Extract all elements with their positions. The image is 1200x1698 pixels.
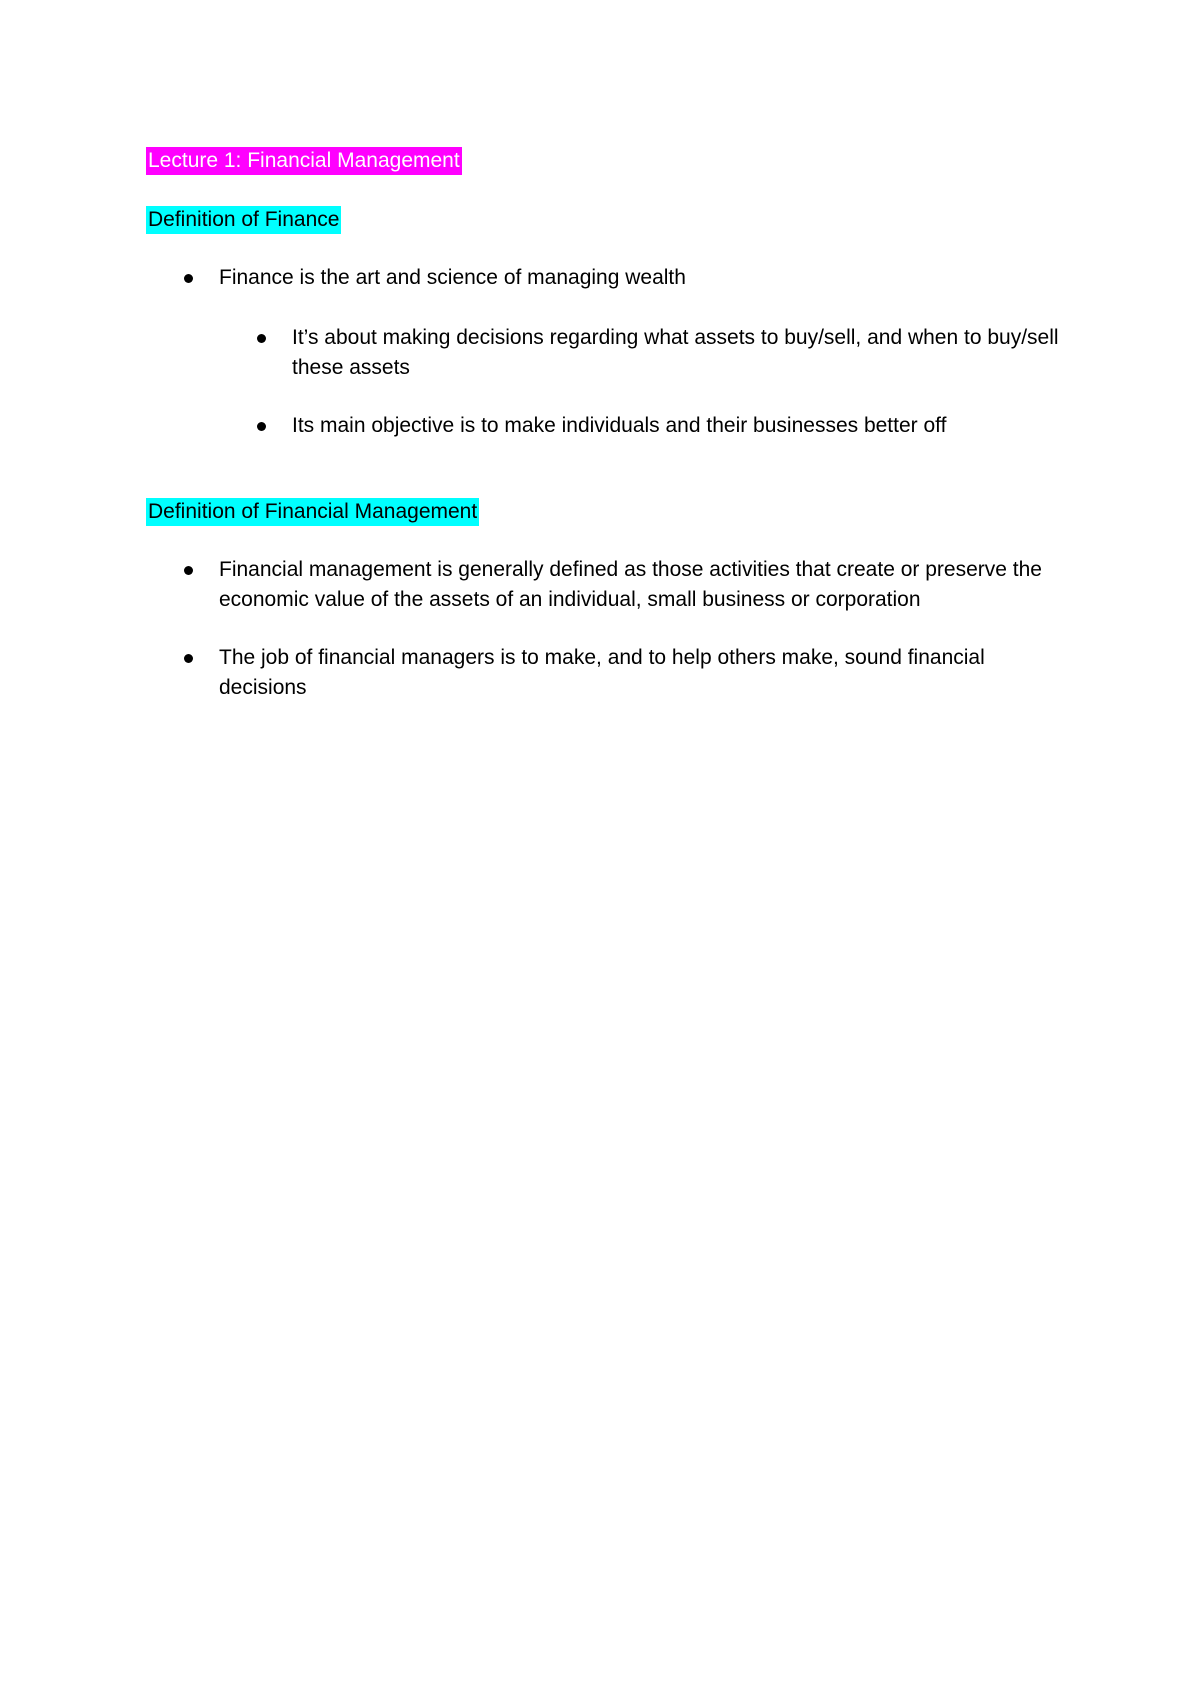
bullet-icon: [257, 422, 266, 431]
list-item: [146, 263, 1066, 293]
bullet-icon: [257, 334, 266, 343]
title-highlight: Lecture 1: Financial Management: [146, 147, 462, 175]
document-body: [146, 146, 1066, 703]
list-item: [146, 555, 1066, 615]
list-item-text: Finance is the art and science of managing wealth: [219, 266, 686, 289]
sub-list-item-text: It’s about making decisions regarding what assets to buy/sell, and when to buy/sell these assets: [292, 326, 1059, 379]
sub-list-item: [146, 323, 1066, 383]
list-item: [146, 643, 1066, 703]
bullet-icon: [184, 654, 193, 663]
finance-bullet-list: [146, 263, 1066, 441]
financial-management-bullet-list: [146, 555, 1066, 703]
list-item-text: The job of financial managers is to make, and to help others make, sound financial decisions: [219, 646, 985, 699]
section-heading-finance: [146, 205, 1066, 235]
bullet-icon: [184, 566, 193, 575]
section-heading-financial-management: [146, 497, 1066, 527]
heading-highlight: Definition of Finance: [146, 206, 341, 234]
sub-list-item: [146, 411, 1066, 441]
heading-highlight: Definition of Financial Management: [146, 498, 479, 526]
list-item-text: Financial management is generally defined as those activities that create or preserve the economic value of the assets of an individual, small business or corporation: [219, 558, 1042, 611]
page-title: [146, 146, 1066, 176]
section-definition-of-finance: [146, 205, 1066, 441]
sub-list-item-text: Its main objective is to make individuals and their businesses better off: [292, 414, 947, 437]
section-definition-of-financial-management: [146, 497, 1066, 703]
bullet-icon: [184, 274, 193, 283]
